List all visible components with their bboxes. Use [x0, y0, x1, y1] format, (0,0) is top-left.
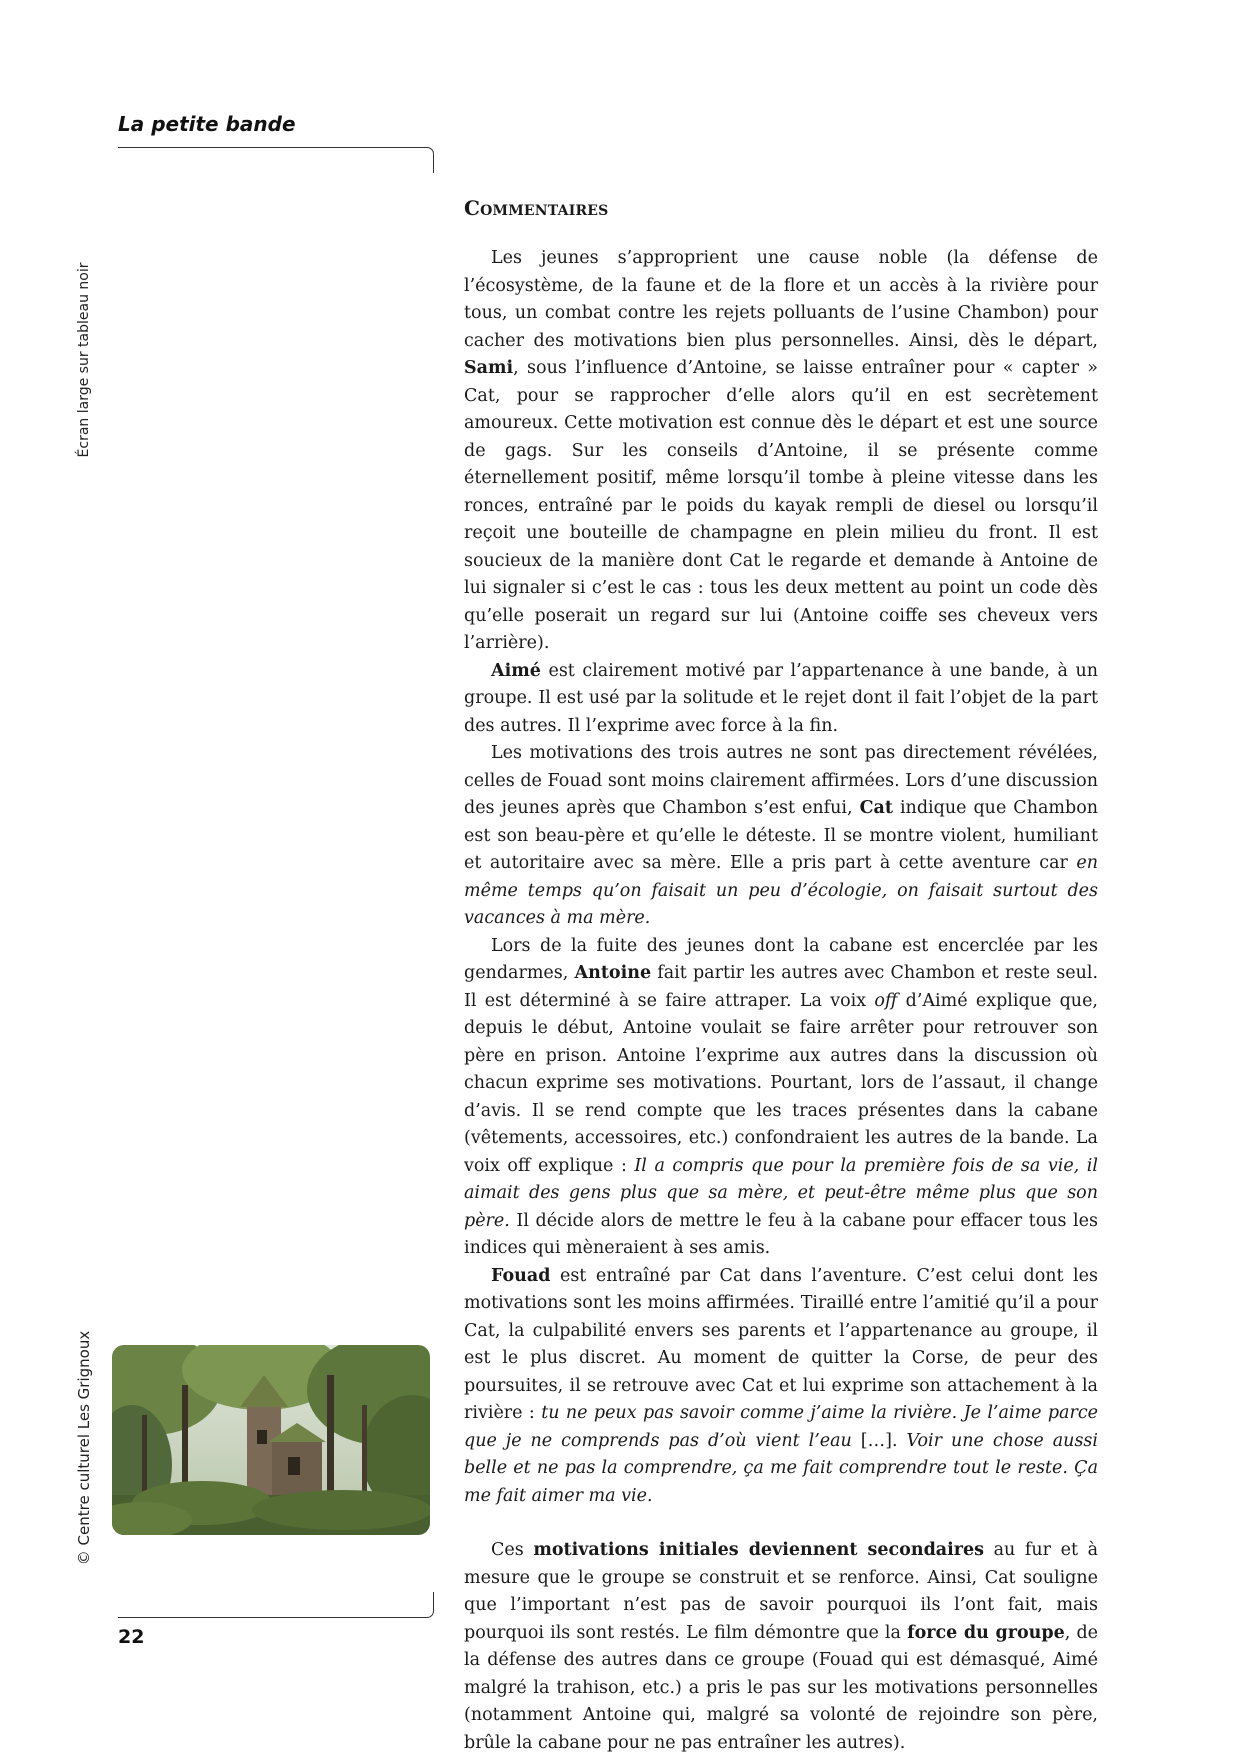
- header-rule: [118, 147, 434, 173]
- italic-run: tu ne peux pas savoir comme j’aime la rivière. Je l’aime parce que je ne comprends pas d’où vient l’eau: [464, 1403, 1099, 1451]
- paragraph-fouad: [464, 1263, 1098, 1511]
- bold-run: Aimé: [491, 660, 541, 681]
- bold-run: Cat: [859, 798, 893, 818]
- text-run: Les motivations des trois autres ne sont pas directement révélées, celles de Fouad sont moins clairement affirmées. Lors d’une discussion des jeunes après que Chambon s’est enfui,: [464, 743, 1098, 818]
- bold-run: motivations initiales deviennent secondaires: [533, 1540, 984, 1560]
- text-run: au fur et à mesure que le groupe se construit et se renforce. Ainsi, Cat souligne que l’important n’est pas de savoir pourquoi ils l’ont fait, mais pourquoi ils sont restés. Le film démontre que la: [464, 1540, 1098, 1643]
- italic-run: off: [874, 990, 898, 1011]
- body-text: [464, 245, 1098, 1757]
- paragraph-cat: [464, 740, 1098, 933]
- forest-treehouse-photo: [112, 1345, 430, 1535]
- text-run: fait partir les autres avec Chambon et reste seul. Il est déterminé à se faire attraper. La voix: [464, 963, 1099, 1011]
- text-run: Les jeunes s’approprient une cause noble (la défense de l’écosystème, de la faune et de la flore et un accès à la rivière pour tous, un combat contre les rejets polluants de l’usine Chambon) pour cacher des motivations bien plus personnelles. Ainsi, dès le départ,: [464, 248, 1098, 351]
- page-number: 22: [118, 1626, 145, 1648]
- text-run: Il décide alors de mettre le feu à la cabane pour effacer tous les indices qui mèneraient à ses amis.: [464, 1210, 1098, 1258]
- text-run: Lors de la fuite des jeunes dont la cabane est encerclée par les gendarmes,: [464, 935, 1098, 983]
- bold-run: force du groupe: [907, 1622, 1065, 1643]
- text-run: d’Aimé explique que, depuis le début, Antoine voulait se faire arrêter pour retrouver son père en prison. Antoine l’exprime aux autres dans la discussion où chacun exprime ses motivations. Pourtant, lors de l’assaut, il change d’avis. Il se rend compte que les traces présentes dans la cabane (vêtements, accessoires, etc.) confondraient les autres de la bande. La voix off explique :: [464, 990, 1098, 1176]
- text-run: , de la défense des autres dans ce groupe (Fouad qui est démasqué, Aimé malgré la trahison, etc.) a pris le pas sur les motivations personnelles (notamment Antoine qui, malgré sa volonté de rejoindre son père, brûle la cabane pour ne pas entraîner les autres).: [464, 1622, 1099, 1753]
- bold-run: Antoine: [574, 963, 652, 983]
- italic-run: Il a compris que pour la première fois de sa vie, il aimait des gens plus que sa mère, et peut-être même plus que son père.: [464, 1155, 1098, 1231]
- section-title: Commentaires: [464, 196, 609, 220]
- italic-run: Voir une chose aussi belle et ne pas la comprendre, ça me fait comprendre tout le reste. Ça me fait aimer ma vie.: [464, 1430, 1099, 1506]
- text-run: […].: [851, 1430, 907, 1451]
- italic-run: en même temps qu’on faisait un peu d’écologie, on faisait surtout des vacances à ma mère.: [464, 853, 1098, 928]
- paragraph-sami: [464, 245, 1098, 658]
- footer-rule: [118, 1592, 434, 1618]
- main-content: [464, 196, 1098, 1757]
- side-label-publication: Écran large sur tableau noir: [76, 262, 92, 458]
- text-run: Ces: [491, 1540, 534, 1560]
- text-run: est clairement motivé par l’appartenance à une bande, à un groupe. Il est usé par la solitude et le rejet dont il fait l’objet de la part des autres. Il l’exprime avec force à la fin.: [464, 660, 1098, 736]
- bold-run: Sami: [464, 358, 514, 378]
- text-run: indique que Chambon est son beau-père et qu’elle le déteste. Il se montre violent, humiliant et autoritaire avec sa mère. Elle a pris part à cette aventure car: [464, 798, 1099, 873]
- paragraph-conclusion: [464, 1537, 1098, 1757]
- running-title: La petite bande: [118, 112, 296, 136]
- paragraph-aime: [464, 658, 1098, 741]
- bold-run: Fouad: [491, 1265, 551, 1286]
- paragraph-antoine: [464, 933, 1098, 1263]
- side-label-copyright: © Centre culturel Les Grignoux: [75, 1330, 93, 1566]
- text-run: , sous l’influence d’Antoine, se laisse entraîner pour « capter » Cat, pour se rapprocher d’elle alors qu’il en est secrètement amoureux. Cette motivation est connue dès le départ et est une source de gags. Sur les conseils d’Antoine, il se présente comme éternellement positif, même lorsqu’il tombe à pleine vitesse dans les ronces, entraîné par le poids du kayak rempli de diesel ou lorsqu’il reçoit une bouteille de champagne en plein milieu du front. Il est soucieux de la manière dont Cat le regarde et demande à Antoine de lui signaler si c’est le cas : tous les deux mettent au point un code dès qu’elle poserait un regard sur lui (Antoine coiffe ses cheveux vers l’arrière).: [464, 358, 1098, 653]
- text-run: est entraîné par Cat dans l’aventure. C’est celui dont les motivations sont les moins affirmées. Tiraillé entre l’amitié qu’il a pour Cat, la culpabilité envers ses parents et l’appartenance au groupe, il est le plus discret. Au moment de quitter la Corse, de peur des poursuites, il se retrouve avec Cat et lui exprime son attachement à la rivière :: [464, 1265, 1098, 1423]
